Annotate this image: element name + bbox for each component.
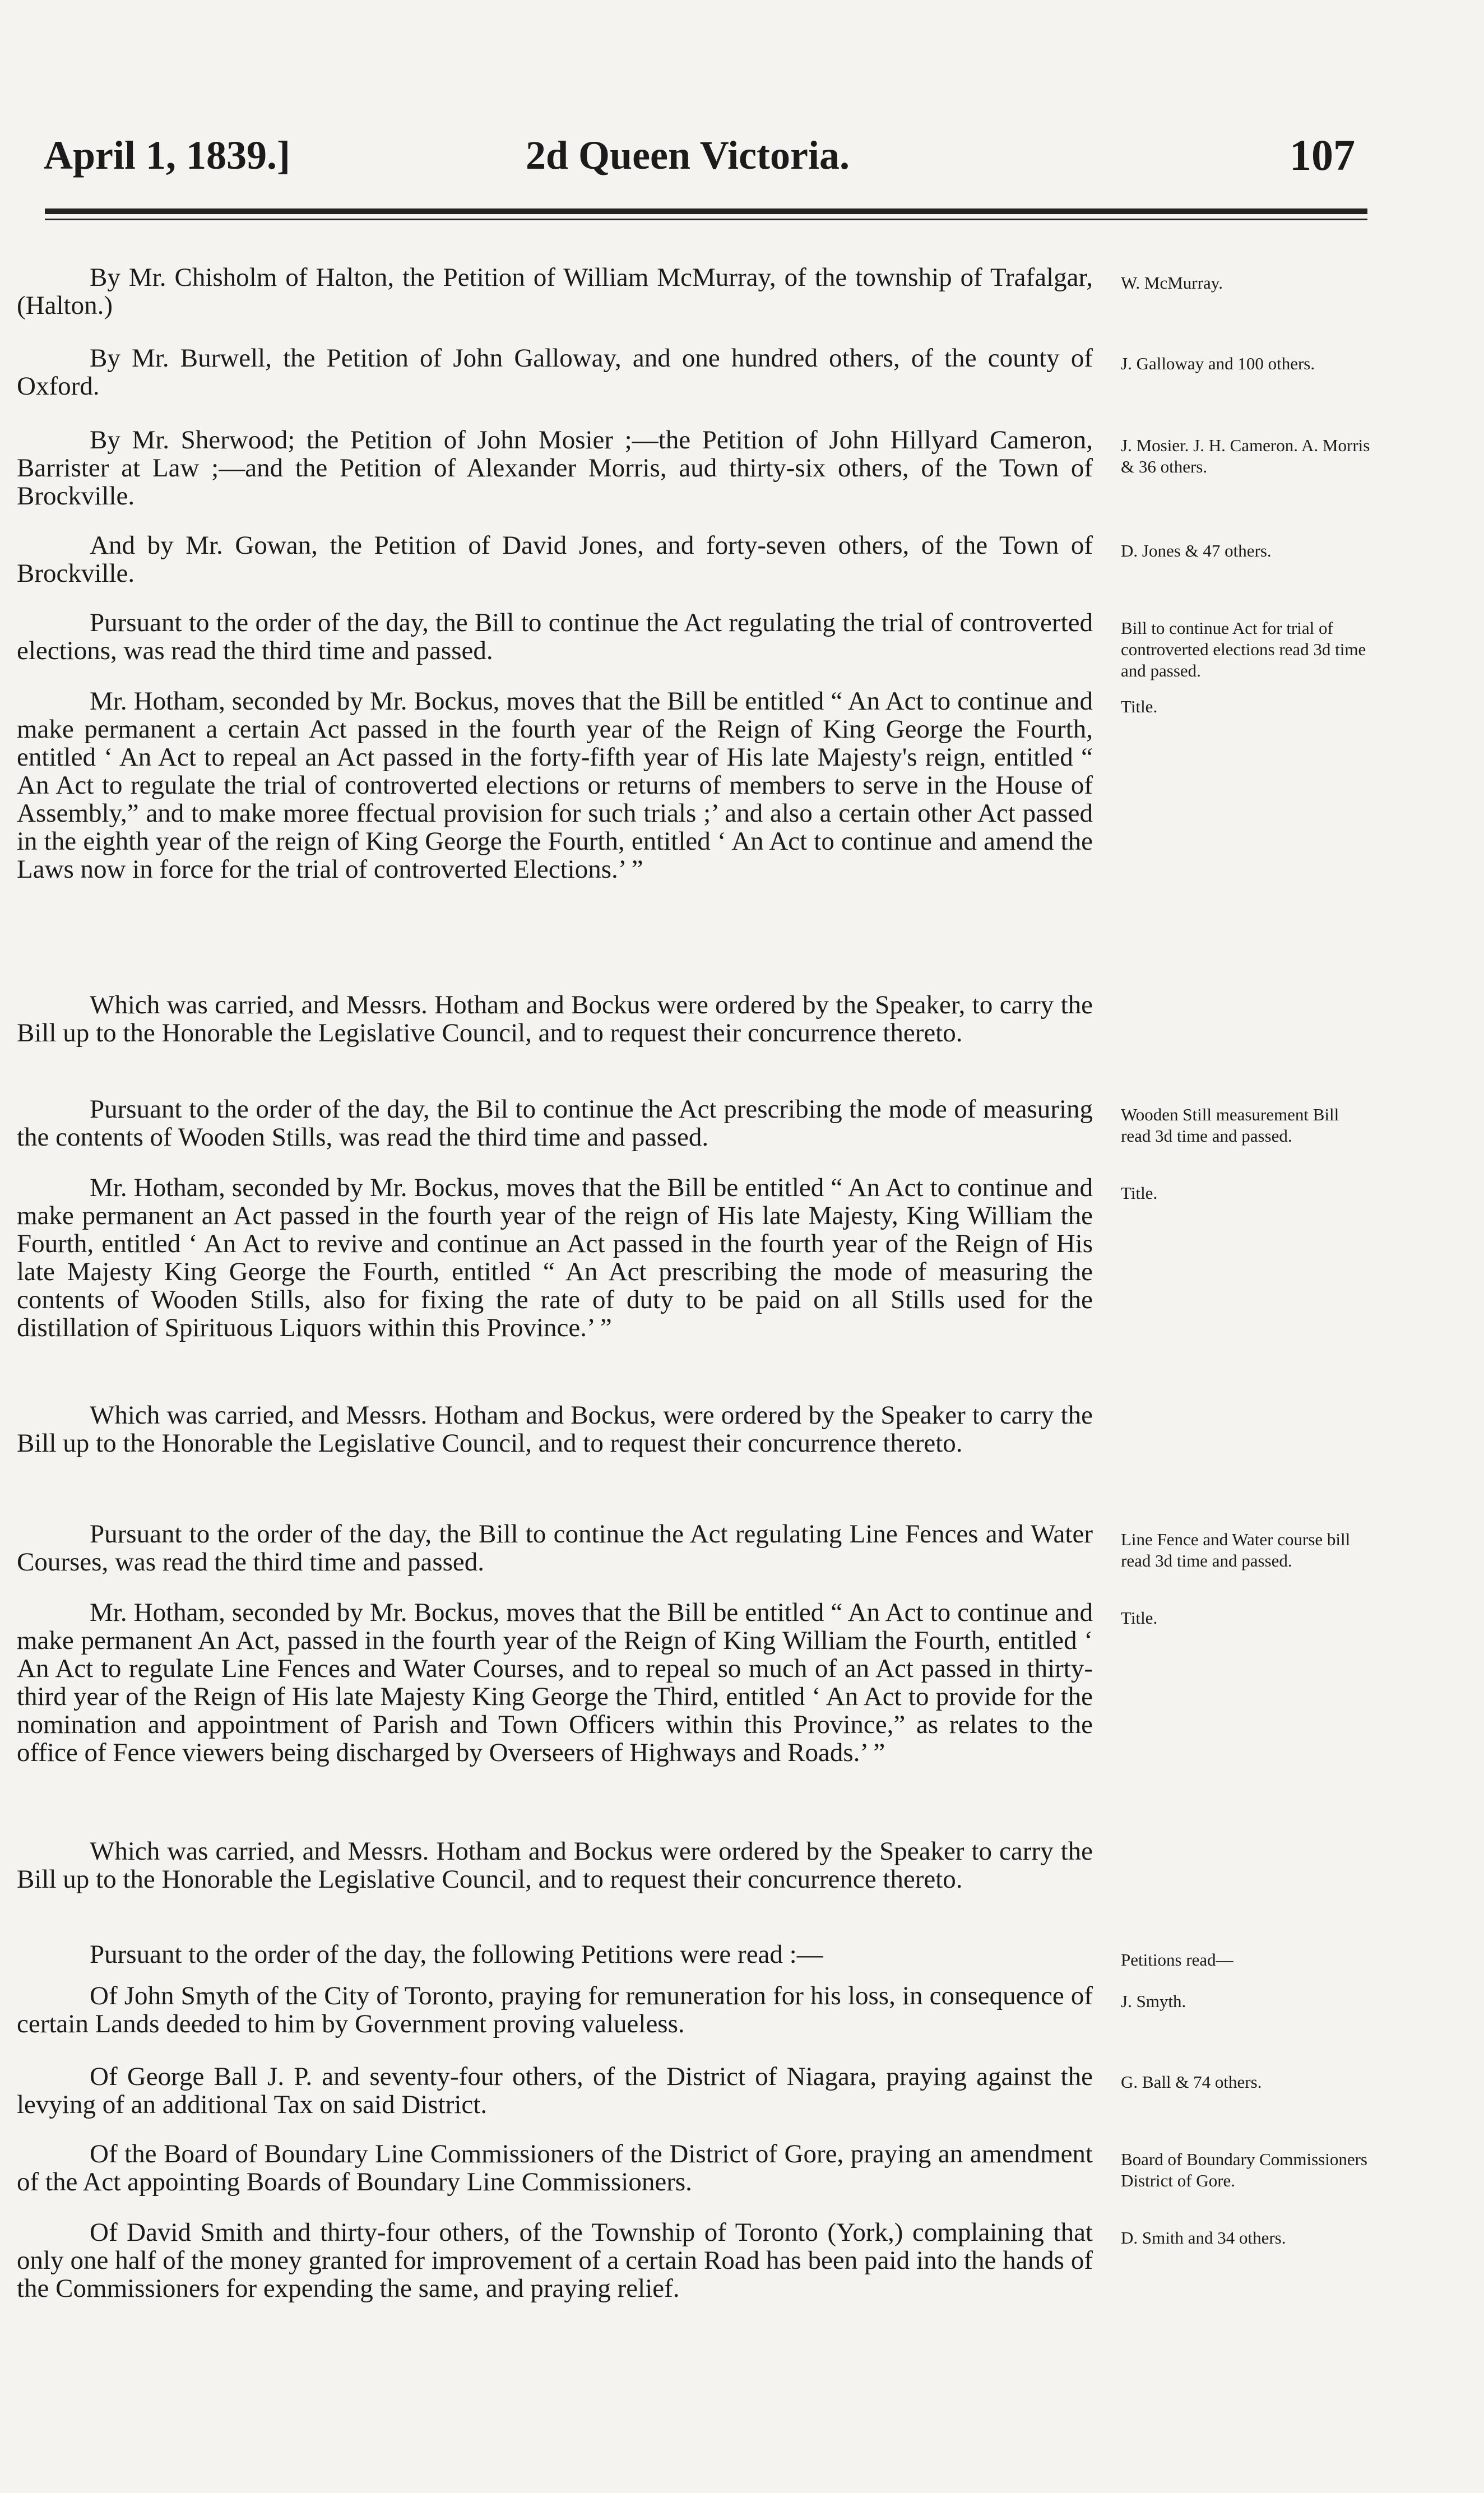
paragraph: Mr. Hotham, seconded by Mr. Bockus, moves that the Bill be entitled “ An Act to continue and make permanent an Act passed in the fourth year of the reign of His late Majesty, King William the Fourth, entitled ‘ An Act to revive and continue an Act passed in the fourth year of the Reign of His late Majesty King George the Fourth, entitled “ An Act prescribing the mode of measuring the contents of Wooden Stills, also for fixing the rate of duty to be paid on all Stills used for the distillation of Spirituous Liquors within this Province.’ ”: [17, 1173, 1093, 1342]
paragraph: Pursuant to the order of the day, the Bill to continue the Act regulating the trial of controverted elections, was read the third time and passed.: [17, 608, 1093, 665]
paragraph: By Mr. Burwell, the Petition of John Galloway, and one hundred others, of the county of Oxford.: [17, 344, 1093, 401]
paragraph: By Mr. Sherwood; the Petition of John Mosier ;—the Petition of John Hillyard Cameron, Barrister at Law ;—and the Petition of Alexander Morris, aud thirty-six others, of the Town of Brockville.: [17, 425, 1093, 511]
paragraph: And by Mr. Gowan, the Petition of David Jones, and forty-seven others, of the Town of Brockville.: [17, 531, 1093, 588]
paragraph: Pursuant to the order of the day, the following Petitions were read :—: [90, 1940, 823, 1969]
page-header: [44, 130, 1355, 186]
margin-note: Bill to continue Act for trial of controverted elections read 3d time and passed.: [1121, 618, 1366, 680]
margin-note: Title.: [1121, 697, 1158, 716]
margin-note: D. Smith and 34 others.: [1121, 2228, 1286, 2248]
margin-note: J. Mosier. J. H. Cameron. A. Morris & 36 others.: [1121, 435, 1370, 476]
paragraph: Which was carried, and Messrs. Hotham and Bockus were ordered by the Speaker, to carry the Bill up to the Honorable the Legislative Council, and to request their concurrence thereto.: [17, 990, 1093, 1048]
paragraph: Pursuant to the order of the day, the Bill to continue the Act regulating Line Fences and Water Courses, was read the third time and passed.: [17, 1519, 1093, 1577]
margin-note: W. McMurray.: [1121, 273, 1223, 293]
paragraph: Pursuant to the order of the day, the Bil to continue the Act prescribing the mode of measuring the contents of Wooden Stills, was read the third time and passed.: [17, 1095, 1093, 1152]
margin-note: Wooden Still measurement Bill read 3d time and passed.: [1121, 1105, 1339, 1146]
paragraph: Which was carried, and Messrs. Hotham and Bockus, were ordered by the Speaker to carry the Bill up to the Honorable the Legislative Council, and to request their concurrence thereto.: [17, 1401, 1093, 1458]
margin-note: G. Ball & 74 others.: [1121, 2072, 1262, 2092]
header-rule-thin: [45, 219, 1367, 220]
paragraph: Of John Smyth of the City of Toronto, praying for remuneration for his loss, in consequence of certain Lands deeded to him by Government proving valueless.: [17, 1981, 1093, 2038]
paragraph: Of the Board of Boundary Line Commissioners of the District of Gore, praying an amendment of the Act appointing Boards of Boundary Line Commissioners.: [17, 2139, 1093, 2197]
paragraph: Mr. Hotham, seconded by Mr. Bockus, moves that the Bill be entitled “ An Act to continue and make permanent An Act, passed in the fourth year of the Reign of King William the Fourth, entitled ‘ An Act to regulate Line Fences and Water Courses, and to repeal so much of an Act passed in thirty-third year of the Reign of His late Majesty King George the Third, entitled ‘ An Act to provide for the nomination and appointment of Parish and Town Officers within this Province,” as relates to the office of Fence viewers being discharged by Overseers of Highways and Roads.’ ”: [17, 1598, 1093, 1767]
margin-note: Title.: [1121, 1608, 1158, 1628]
paragraph: Which was carried, and Messrs. Hotham and Bockus were ordered by the Speaker to carry the Bill up to the Honorable the Legislative Council, and to request their concurrence thereto.: [17, 1837, 1093, 1894]
margin-note: D. Jones & 47 others.: [1121, 541, 1272, 560]
paragraph: Of David Smith and thirty-four others, of the Township of Toronto (York,) complaining that only one half of the money granted for improvement of a certain Road has been paid into the hands of the Commissioners for expending the same, and praying relief.: [17, 2218, 1093, 2303]
paragraph: By Mr. Chisholm of Halton, the Petition of William McMurray, of the township of Trafalgar, (Halton.): [17, 263, 1093, 320]
paragraph: Mr. Hotham, seconded by Mr. Bockus, moves that the Bill be entitled “ An Act to continue and make permanent a certain Act passed in the fourth year of the Reign of King George the Fourth, entitled ‘ An Act to repeal an Act passed in the forty-fifth year of His late Majesty's reign, entitled “ An Act to regulate the trial of controverted elections or returns of members to serve in the House of Assembly,” and to make moree ffectual provision for such trials ;’ and also a certain other Act passed in the eighth year of the reign of King George the Fourth, entitled ‘ An Act to continue and amend the Laws now in force for the trial of controverted Elections.’ ”: [17, 687, 1093, 884]
paragraph: Of George Ball J. P. and seventy-four others, of the District of Niagara, praying against the levying of an additional Tax on said District.: [17, 2062, 1093, 2119]
header-title: 2d Queen Victoria.: [526, 133, 850, 178]
margin-note: J. Galloway and 100 others.: [1121, 354, 1315, 373]
margin-note: Line Fence and Water course bill read 3d time and passed.: [1121, 1530, 1351, 1570]
page-number: 107: [1290, 131, 1355, 179]
header-rule-thick: [45, 208, 1367, 214]
margin-note: J. Smyth.: [1121, 1991, 1186, 2011]
margin-note: Board of Boundary Commissioners District of Gore.: [1121, 2149, 1367, 2190]
margin-note: Petitions read—: [1121, 1950, 1233, 1970]
header-date: April 1, 1839.]: [44, 133, 290, 178]
margin-note: Title.: [1121, 1183, 1158, 1203]
